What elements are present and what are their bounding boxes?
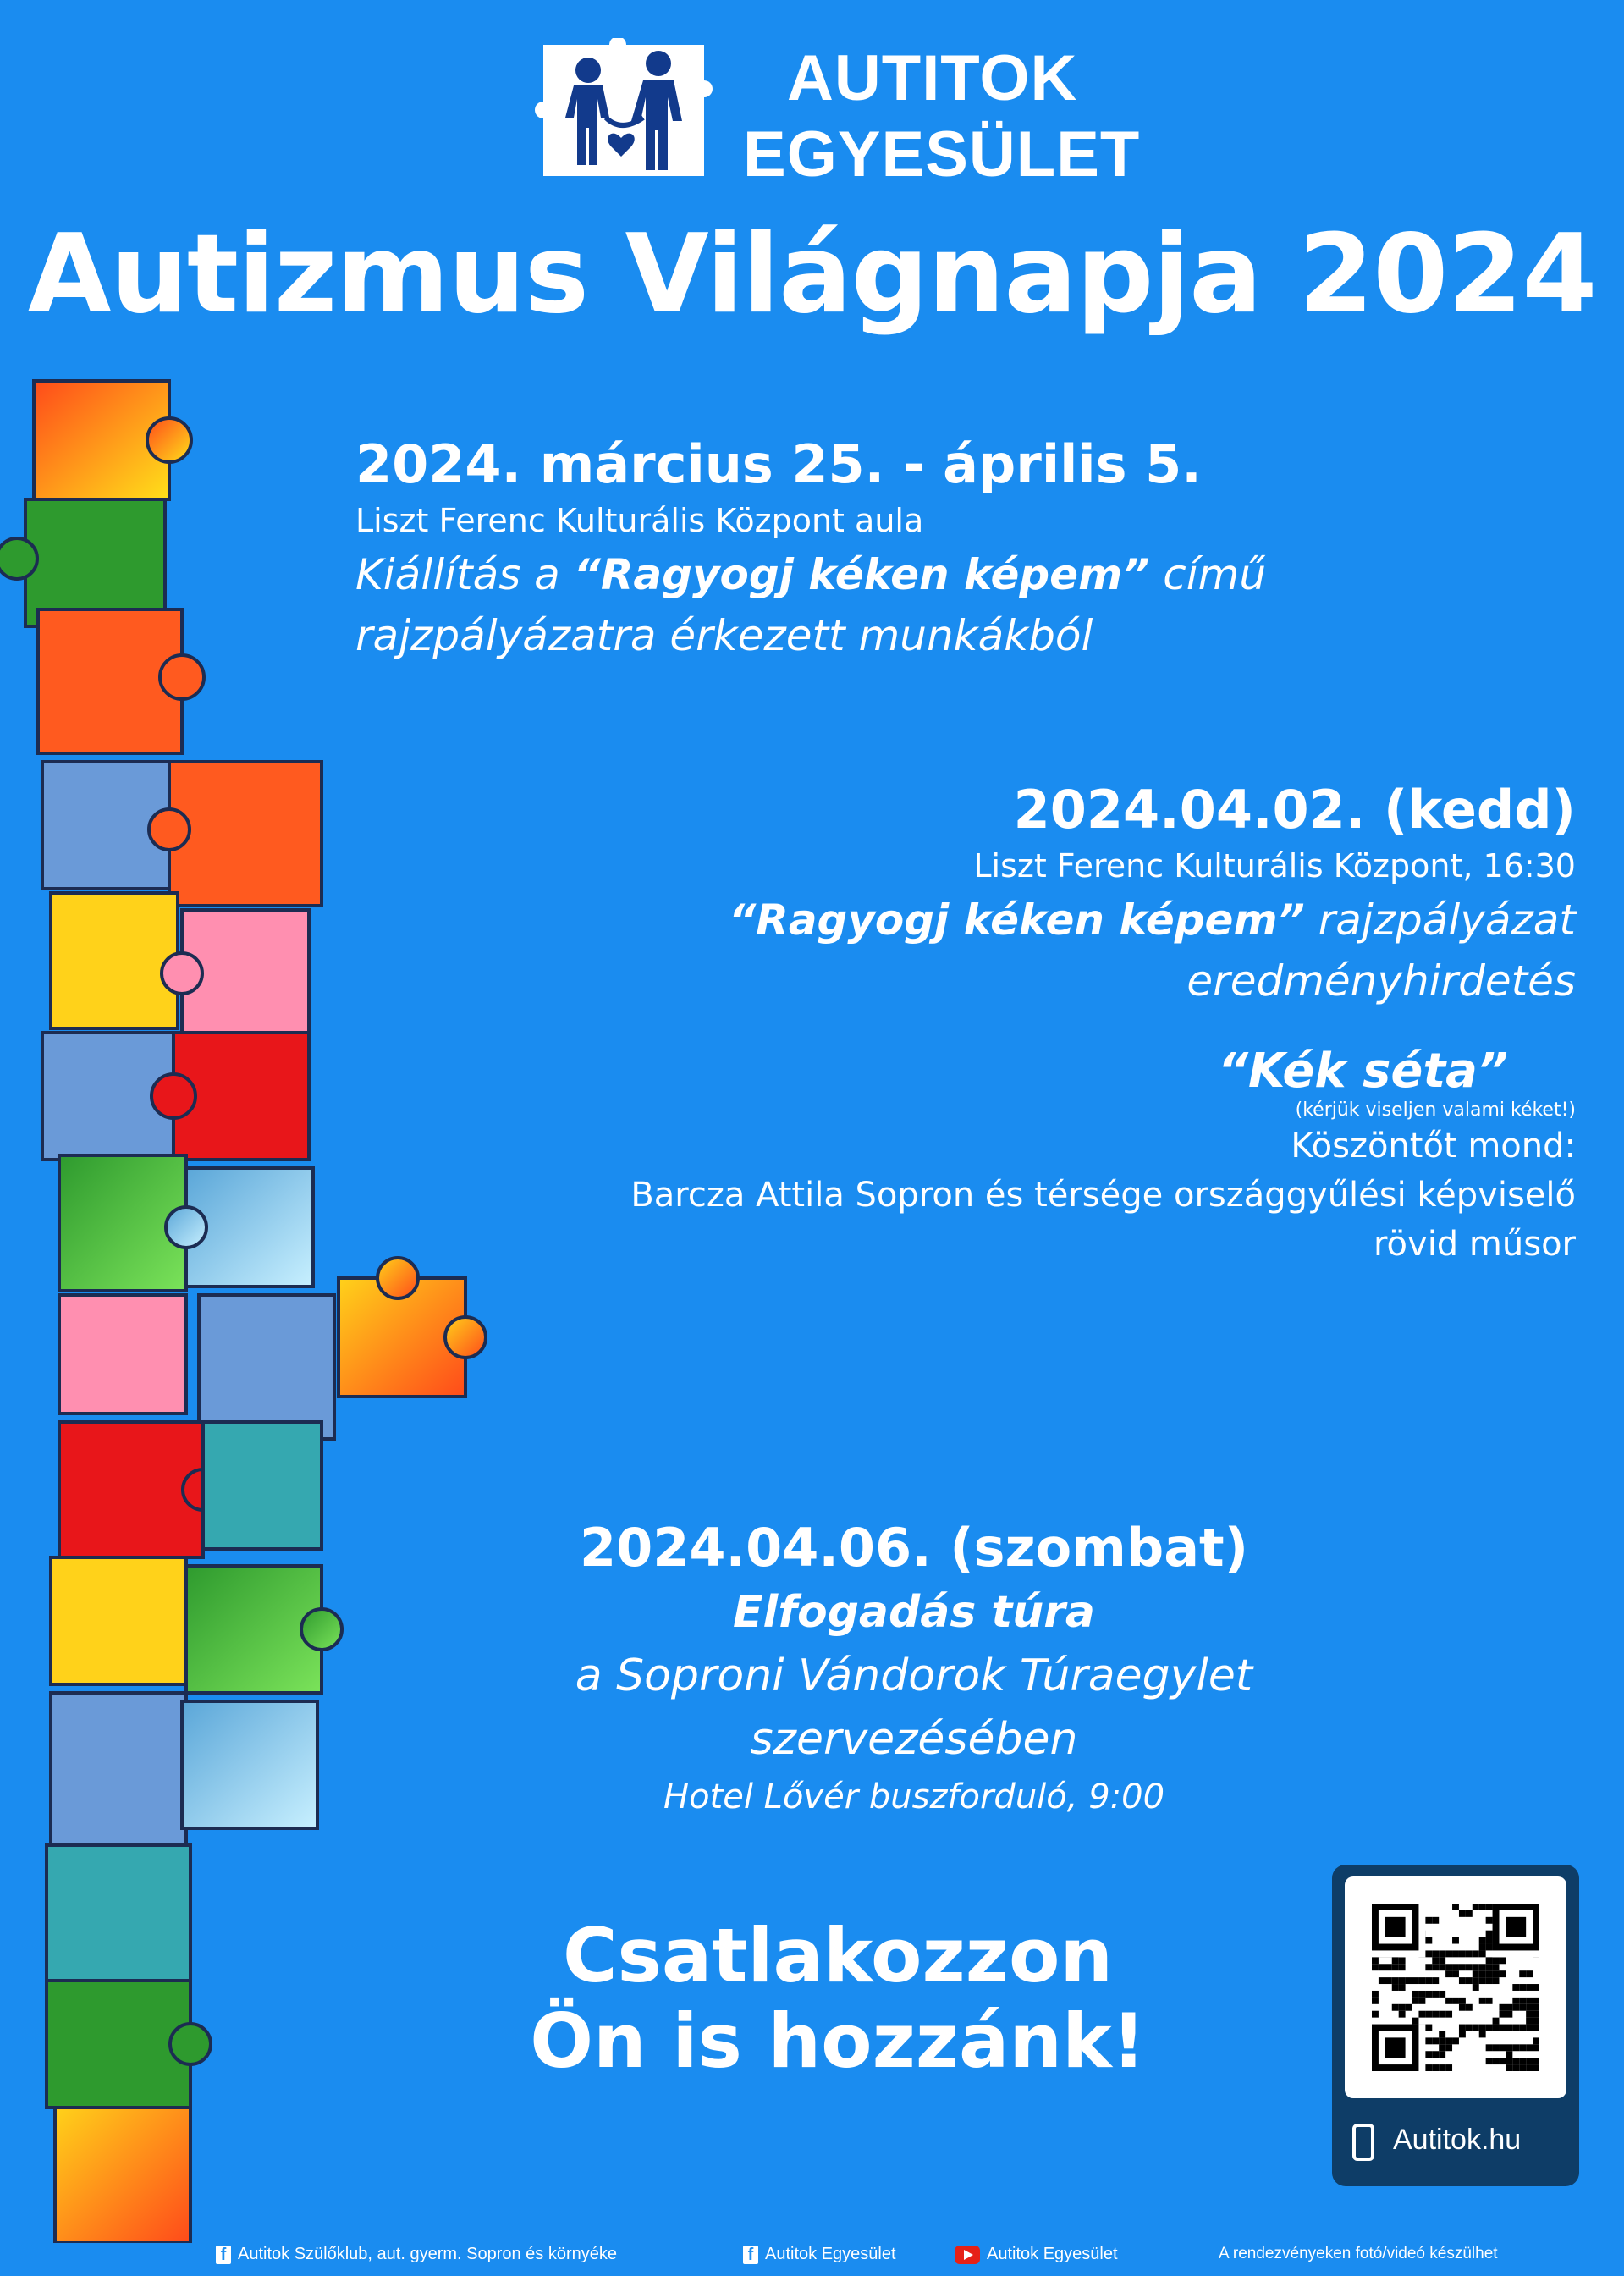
event-date: 2024. március 25. - április 5. (355, 433, 1202, 495)
footer-facebook-parents-club[interactable]: f Autitok Szülőklub, aut. gyerm. Sopron és környéke (216, 2245, 617, 2264)
qr-code-icon (1372, 1904, 1539, 2071)
greeting-label: Köszöntőt mond: (1291, 1127, 1576, 1166)
event-description: “Ragyogj kéken képem” rajzpályázat (729, 895, 1576, 945)
call-to-action (474, 1913, 1202, 2084)
puzzle-people-logo-icon (533, 38, 715, 182)
facebook-icon: f (743, 2246, 758, 2264)
qr-card[interactable] (1332, 1865, 1579, 2186)
event-organizer: a Soproni Vándorok Túraegylet szervezésében (575, 1650, 1253, 1766)
event-location: Liszt Ferenc Kulturális Központ, 16:30 (973, 846, 1576, 884)
footer-youtube-channel[interactable]: Autitok Egyesület (955, 2245, 1118, 2264)
cta-line1: Csatlakozzon (562, 1912, 1114, 1999)
walk-note: (kérjük viseljen valami kéket!) (1295, 1099, 1576, 1121)
event-name: Elfogadás túra (733, 1586, 1095, 1638)
org-name-line2: EGYESÜLET (743, 118, 1141, 190)
org-name-line1: AUTITOK (787, 42, 1078, 114)
phone-icon (1352, 2124, 1374, 2161)
website-text: Autitok.hu (1393, 2124, 1522, 2156)
event-description-line2: eredményhirdetés (1186, 956, 1576, 1006)
organization-logo (533, 38, 1141, 190)
event-description: Kiállítás a “Ragyogj kéken képem” című (355, 549, 1267, 599)
qr-code-box[interactable] (1345, 1876, 1566, 2098)
event-award-ceremony (508, 777, 1576, 1269)
speaker-name: Barcza Attila Sopron és térsége országgyűlési képviselő (630, 1176, 1576, 1215)
facebook-icon: f (216, 2246, 231, 2264)
program-note: rövid műsor (1373, 1225, 1576, 1265)
event-location: Liszt Ferenc Kulturális Központ aula (355, 501, 924, 539)
website-link[interactable] (1332, 2119, 1579, 2169)
youtube-icon (955, 2246, 980, 2264)
page-title: Autizmus Világnapja 2024 (27, 212, 1597, 338)
event-date: 2024.04.06. (szombat) (579, 1517, 1249, 1579)
event-acceptance-hike (406, 1515, 1422, 1821)
event-date: 2024.04.02. (kedd) (1013, 779, 1576, 840)
footer-photo-notice: A rendezvényeken fotó/videó készülhet (1219, 2245, 1498, 2262)
footer-facebook-association[interactable]: f Autitok Egyesület (743, 2245, 896, 2264)
cta-line2: Ön is hozzánk! (530, 1998, 1146, 2086)
event-description-line2: rajzpályázatra érkezett munkákból (355, 611, 1093, 661)
event-exhibition (355, 432, 1371, 667)
walk-title: “Kék séta” (1217, 1043, 1508, 1099)
event-place-time: Hotel Lővér buszforduló, 9:00 (663, 1777, 1165, 1816)
